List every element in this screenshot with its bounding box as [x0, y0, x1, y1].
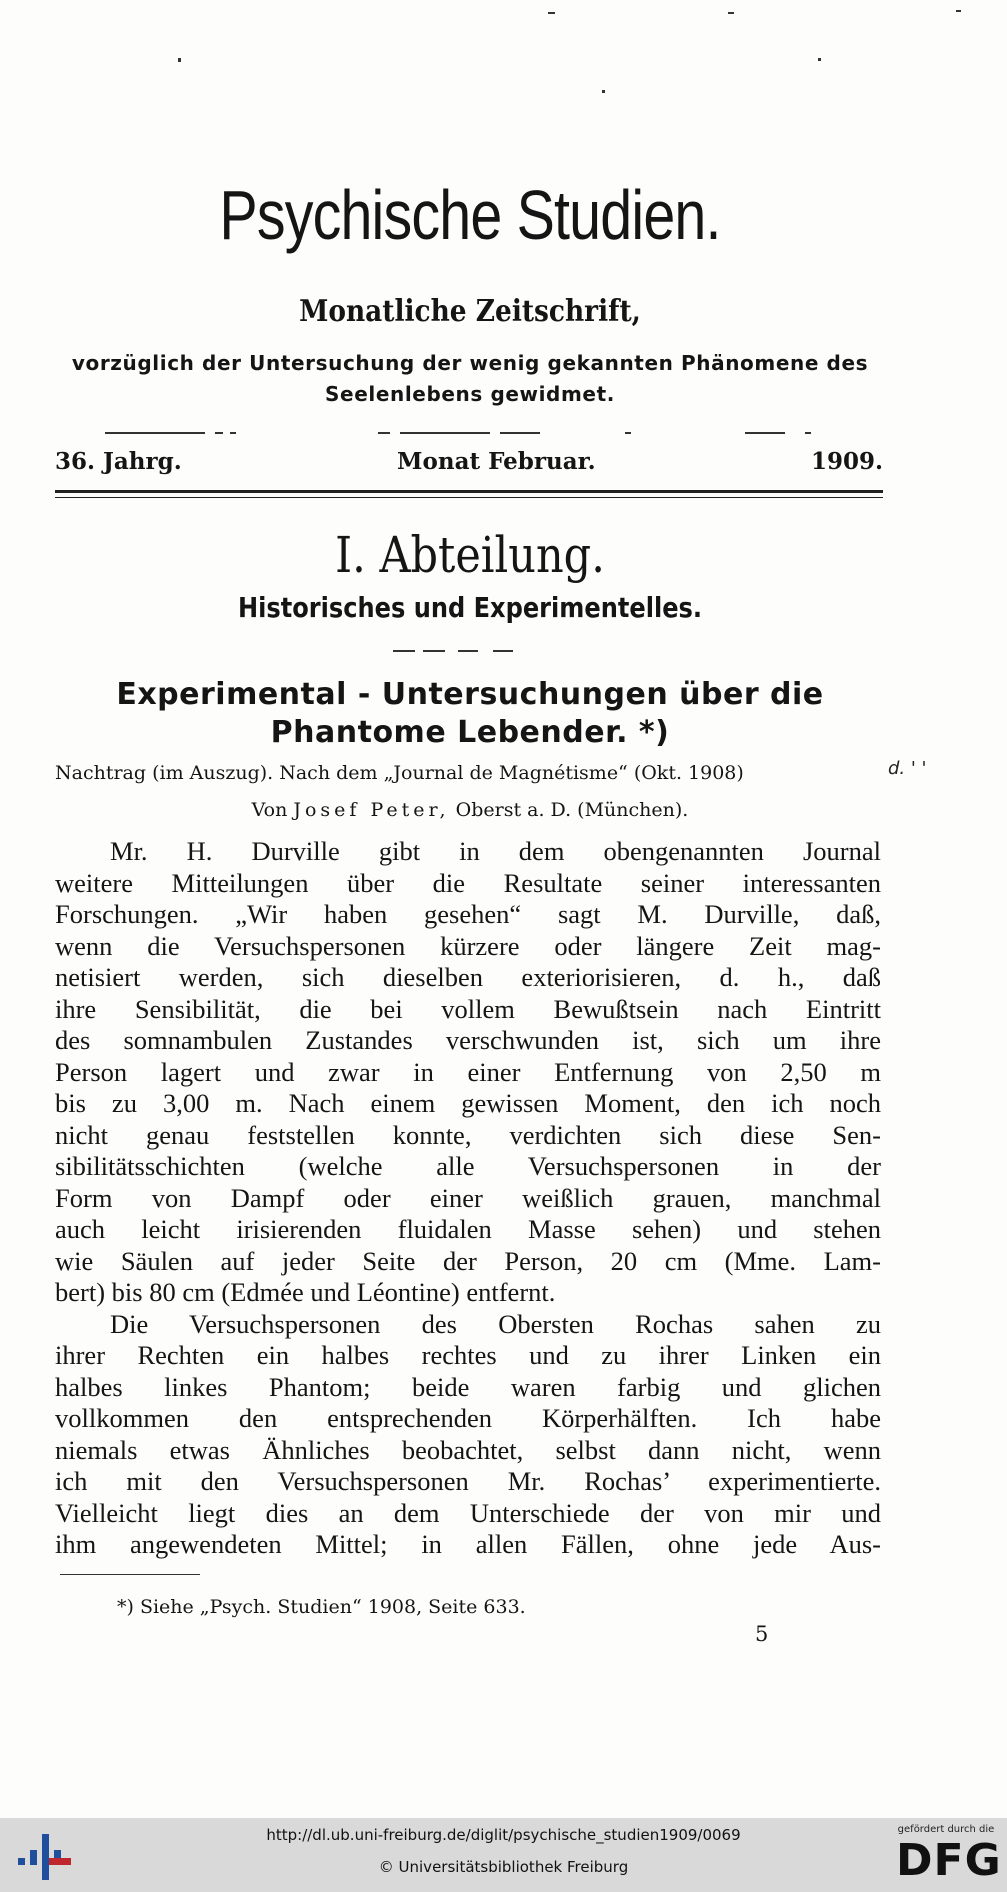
issue-year: 1909. — [810, 448, 883, 475]
body-line: wenn die Versuchspersonen kürzere oder längere Zeit mag- — [55, 930, 881, 961]
body-line: netisiert werden, sich dieselben exteriorisieren, d. h., daß — [55, 962, 881, 992]
author-prefix: Von — [251, 799, 288, 821]
body-line: Mr. H. Durville gibt in dem obengenannten Journal — [110, 836, 881, 866]
scan-speck — [548, 12, 555, 14]
journal-subtitle: Monatliche Zeitschrift, — [299, 294, 641, 329]
body-line: Forschungen. „Wir haben gesehen“ sagt M. Durville, daß, — [55, 899, 881, 929]
issue-volume: 36. Jahrg. — [55, 448, 182, 475]
body-line: ihm angewendeten Mittel; in allen Fällen, ohne jede Aus- — [55, 1529, 881, 1559]
article-title-line: Phantome Lebender. *) — [270, 715, 670, 750]
section-title: I. Abteilung. — [335, 526, 605, 584]
dfg-logo: DFG — [896, 1835, 1002, 1886]
footnote-rule — [60, 1574, 200, 1575]
article-author — [55, 796, 885, 824]
body-line: bis zu 3,00 m. Nach einem gewissen Moment, den ich noch — [55, 1088, 881, 1118]
description-line: Seelenlebens gewidmet. — [325, 382, 615, 406]
body-line: niemals etwas Ähnliches beobachtet, selbst dann nicht, wenn — [55, 1434, 881, 1465]
header-rule-thick — [55, 490, 883, 493]
body-line: Form von Dampf oder einer weißlich grauen, manchmal — [55, 1182, 881, 1213]
body-line: bert) bis 80 cm (Edmée und Léontine) entfernt. — [55, 1277, 556, 1307]
body-line: wie Säulen auf jeder Seite der Person, 20 cm (Mme. Lam- — [55, 1245, 881, 1276]
permalink-link[interactable]: http://dl.ub.uni-freiburg.de/diglit/psychische_studien1909/0069 — [266, 1826, 741, 1844]
decorative-dash-rule — [105, 432, 825, 434]
journal-title: Psychische Studien. — [219, 176, 721, 254]
handwritten-annotation: d. ' ' — [888, 758, 927, 779]
author-suffix: Oberst a. D. (München). — [455, 799, 689, 821]
scan-speck — [602, 90, 605, 93]
body-line: auch leicht irisierenden fluidalen Masse sehen) und stehen — [55, 1214, 881, 1244]
scan-speck — [818, 58, 821, 61]
scan-speck — [956, 10, 961, 12]
footnote: *) Siehe „Psych. Studien“ 1908, Seite 633. — [117, 1596, 526, 1618]
body-line: vollkommen den entsprechenden Körperhälften. Ich habe — [55, 1403, 881, 1433]
body-line: Die Versuchspersonen des Obersten Rochas sahen zu — [110, 1308, 881, 1339]
body-line: Person lagert und zwar in einer Entfernung von 2,50 m — [55, 1056, 881, 1087]
body-line: halbes linkes Phantom; beide waren farbig und glichen — [55, 1371, 881, 1402]
article-source-note: Nachtrag (im Auszug). Nach dem „Journal de Magnétisme“ (Okt. 1908) — [55, 762, 744, 784]
footer-copyright: © Universitätsbibliothek Freiburg — [378, 1858, 629, 1876]
body-line: ihrer Rechten ein halbes rechtes und zu ihrer Linken ein — [55, 1340, 881, 1370]
body-line: ich mit den Versuchspersonen Mr. Rochas’ experimentierte. — [55, 1466, 881, 1496]
article-title-line: Experimental - Untersuchungen über die — [116, 677, 824, 712]
header-rule-thin — [55, 497, 883, 498]
body-line: sibilitätsschichten (welche alle Versuchspersonen in der — [55, 1151, 881, 1181]
scan-speck — [728, 12, 734, 14]
body-line: weitere Mitteilungen über die Resultate seiner interessanten — [55, 867, 881, 898]
description-line: vorzüglich der Untersuchung der wenig gekannten Phänomene des — [71, 351, 869, 375]
body-line: des somnambulen Zustandes verschwunden ist, sich um ihre — [55, 1025, 881, 1055]
author-name: Josef Peter, — [293, 799, 450, 821]
section-dash-rule — [393, 650, 543, 652]
journal-description — [60, 348, 880, 410]
body-line: nicht genau feststellen konnte, verdichten sich diese Sen- — [55, 1119, 881, 1150]
body-line: Vielleicht liegt dies an dem Unterschiede der von mir und — [55, 1497, 881, 1528]
footer-bar — [0, 1818, 1007, 1892]
body-line: ihre Sensibilität, die bei vollem Bewußtsein nach Eintritt — [55, 993, 881, 1024]
scan-speck — [178, 58, 181, 62]
issue-month: Monat Februar. — [397, 448, 596, 475]
article-body — [55, 836, 881, 1561]
dfg-sponsor — [890, 1822, 1002, 1888]
footer-url[interactable] — [0, 1826, 1007, 1844]
dfg-caption: gefördert durch die — [897, 1824, 995, 1835]
page-number: 5 — [755, 1622, 769, 1646]
section-subtitle: Historisches und Experimentelles. — [237, 591, 703, 624]
article-title — [60, 676, 880, 752]
issue-line — [55, 447, 883, 477]
